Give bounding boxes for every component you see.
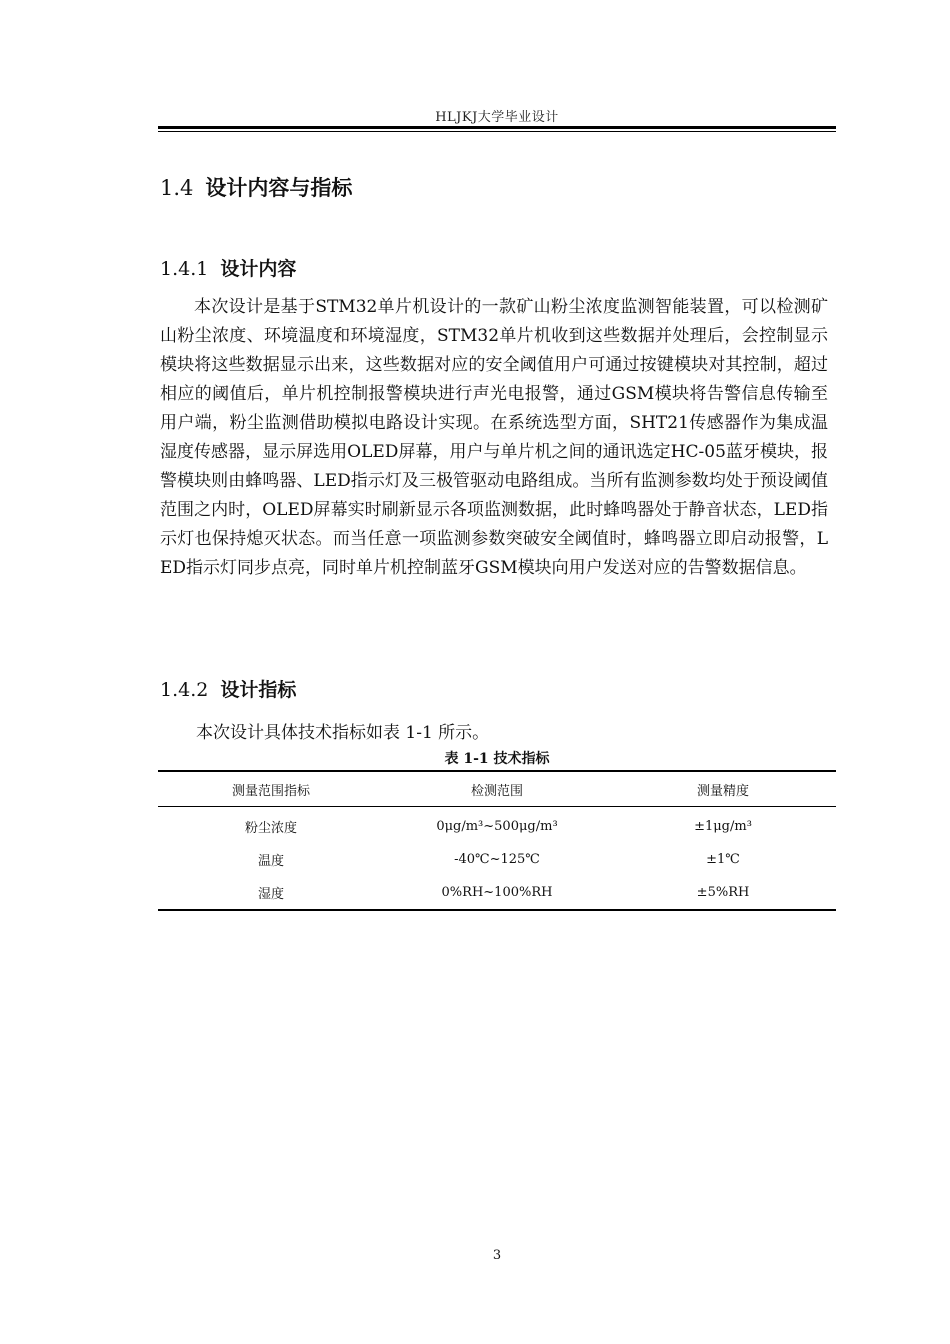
table-cell: ±1℃ [706, 852, 740, 867]
table-cell: -40℃~125℃ [454, 852, 540, 867]
subsection-title: 设计内容 [220, 258, 297, 280]
running-header: HLJKJ大学毕业设计 [435, 110, 559, 125]
table-cell: ±1μg/m³ [694, 819, 752, 834]
table-caption: 表 1-1 技术指标 [444, 751, 550, 767]
column-header: 测量范围指标 [158, 771, 384, 807]
table-cell: 0%RH~100%RH [441, 885, 553, 900]
subsection-heading-design-content [160, 254, 296, 281]
column-header: 检测范围 [384, 771, 610, 807]
subsection-heading-design-specs [160, 675, 296, 702]
section-heading [160, 172, 352, 202]
spec-table [158, 770, 836, 911]
table-row [158, 876, 836, 910]
table-cell: 粉尘浓度 [244, 821, 297, 836]
table-cell: 温度 [257, 854, 284, 869]
table-cell: ±5%RH [696, 885, 750, 900]
section-number: 1.4 [160, 176, 194, 200]
subsection-number: 1.4.1 [160, 258, 209, 280]
section-title: 设计内容与指标 [205, 175, 353, 200]
table-row [158, 843, 836, 876]
table-row [158, 807, 836, 844]
subsection-number: 1.4.2 [160, 679, 209, 701]
table-header-row [158, 771, 836, 807]
subsection-title: 设计指标 [220, 679, 297, 701]
spec-intro-text: 本次设计具体技术指标如表 1-1 所示。 [196, 723, 490, 743]
column-header: 测量精度 [610, 771, 836, 807]
header-rule-thin [158, 131, 836, 132]
table-cell: 湿度 [257, 887, 284, 902]
design-content-paragraph: 本次设计是基于STM32单片机设计的一款矿山粉尘浓度监测智能装置，可以检测矿山粉尘浓度、环境温度和环境湿度，STM32单片机收到这些数据并处理后，会控制显示模块将这些数据显示出来，这些数据对应的安全阈值用户可通过按键模块对其控制，超过相应的阈值后，单片机控制报警模块进行声光电报警，通过GSM模块将告警信息传输至用户端，粉尘监测借助模拟电路设计实现。在系统选型方面，SHT21传感器作为集成温湿度传感器，显示屏选用OLED屏幕，用户与单片机之间的通讯选定HC-05蓝牙模块，报警模块则由蜂鸣器、LED指示灯及三极管驱动电路组成。当所有监测参数均处于预设阈值范围之内时，OLED屏幕实时刷新显示各项监测数据，此时蜂鸣器处于静音状态，LED指示灯也保持熄灭状态。而当任意一项监测参数突破安全阈值时，蜂鸣器立即启动报警，LED指示灯同步点亮，同时单片机控制蓝牙GSM模块向用户发送对应的告警数据信息。 [160, 297, 828, 578]
header-rule-thick [158, 126, 836, 129]
page-number: 3 [492, 1248, 502, 1263]
table-cell: 0μg/m³~500μg/m³ [436, 819, 558, 834]
